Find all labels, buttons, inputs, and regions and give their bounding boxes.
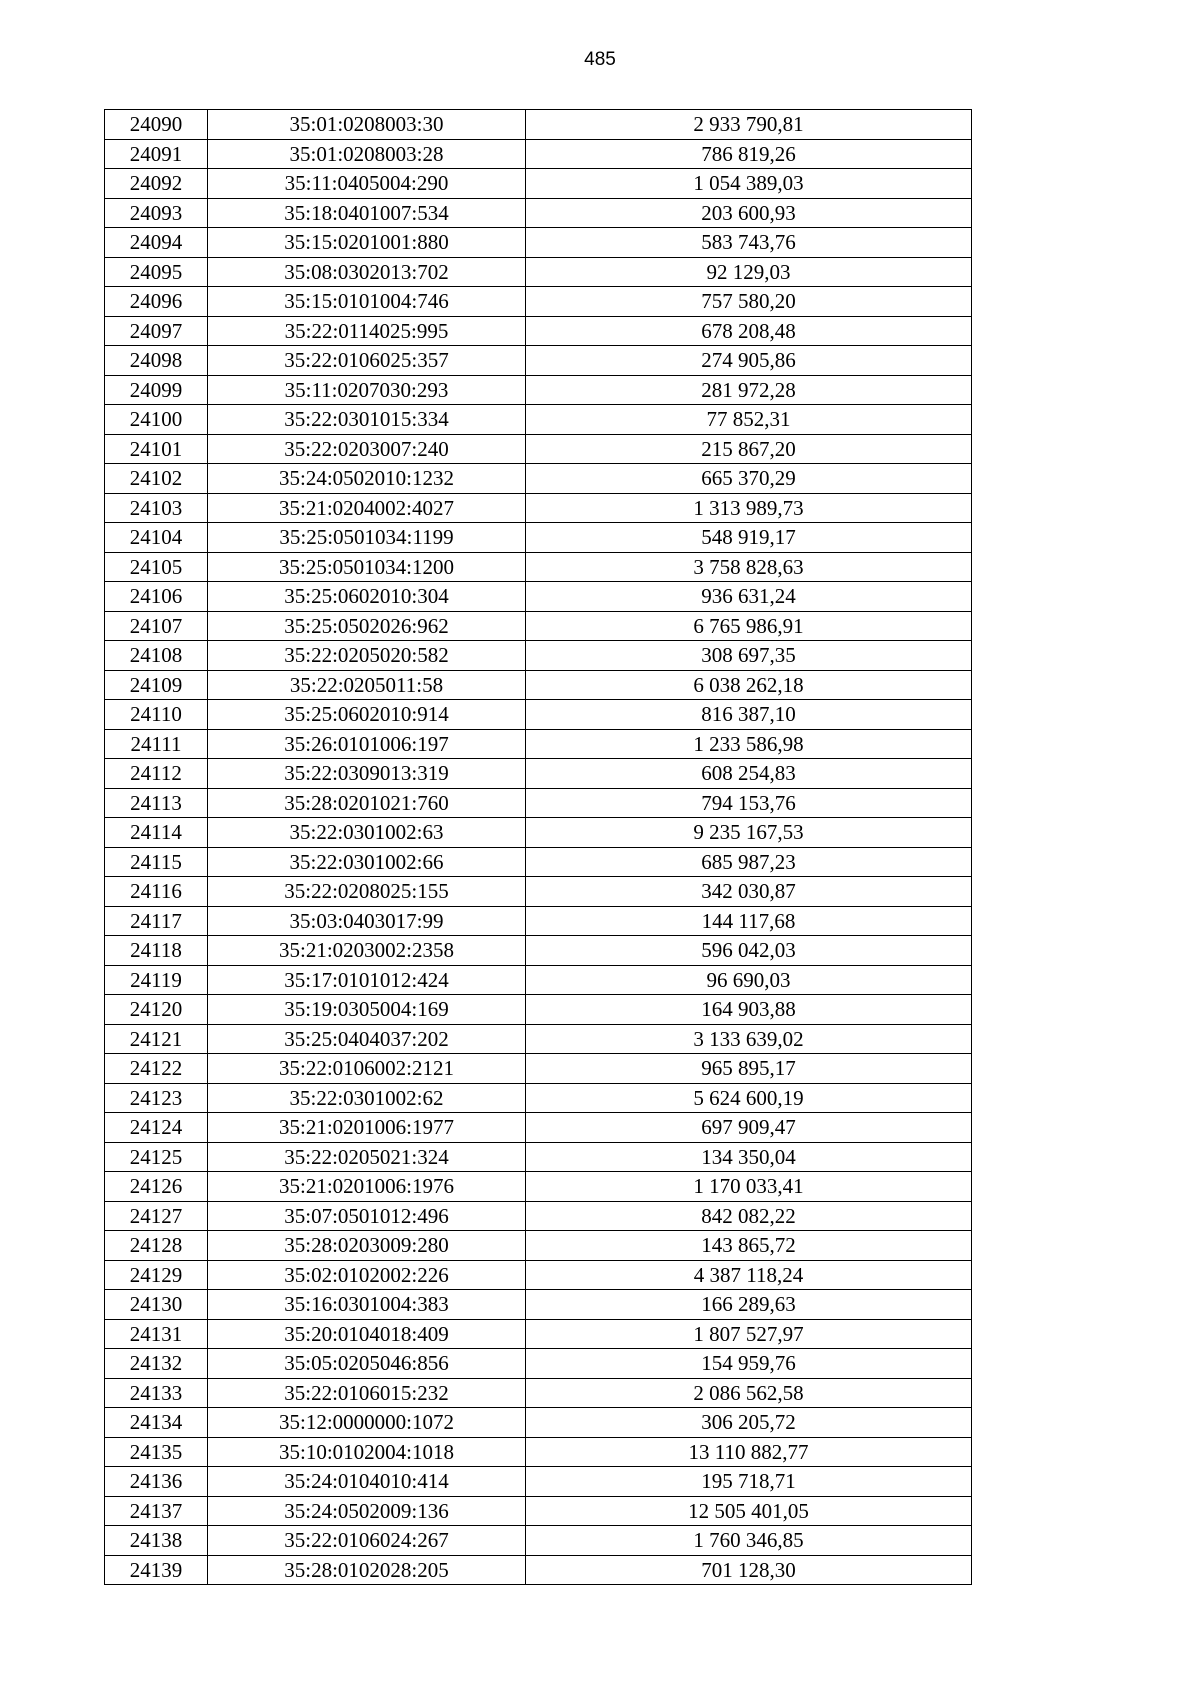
row-number-cell: 24133 xyxy=(105,1378,208,1408)
value-cell: 678 208,48 xyxy=(526,316,972,346)
row-number-cell: 24125 xyxy=(105,1142,208,1172)
cadastral-number-cell: 35:11:0405004:290 xyxy=(208,169,526,199)
table-row xyxy=(105,729,972,759)
row-number-cell: 24091 xyxy=(105,139,208,169)
value-cell: 596 042,03 xyxy=(526,936,972,966)
table-row xyxy=(105,139,972,169)
table-row xyxy=(105,1024,972,1054)
cadastral-number-cell: 35:18:0401007:534 xyxy=(208,198,526,228)
cadastral-number-cell: 35:20:0104018:409 xyxy=(208,1319,526,1349)
cadastral-number-cell: 35:19:0305004:169 xyxy=(208,995,526,1025)
table-row xyxy=(105,1083,972,1113)
cadastral-number-cell: 35:22:0205021:324 xyxy=(208,1142,526,1172)
value-cell: 12 505 401,05 xyxy=(526,1496,972,1526)
value-cell: 144 117,68 xyxy=(526,906,972,936)
cadastral-number-cell: 35:26:0101006:197 xyxy=(208,729,526,759)
value-cell: 143 865,72 xyxy=(526,1231,972,1261)
value-cell: 77 852,31 xyxy=(526,405,972,435)
row-number-cell: 24108 xyxy=(105,641,208,671)
table-row xyxy=(105,1054,972,1084)
row-number-cell: 24096 xyxy=(105,287,208,317)
value-cell: 164 903,88 xyxy=(526,995,972,1025)
table-row xyxy=(105,1231,972,1261)
cadastral-number-cell: 35:21:0203002:2358 xyxy=(208,936,526,966)
cadastral-number-cell: 35:28:0102028:205 xyxy=(208,1555,526,1585)
table-row xyxy=(105,818,972,848)
cadastral-number-cell: 35:22:0208025:155 xyxy=(208,877,526,907)
cadastral-number-cell: 35:22:0205011:58 xyxy=(208,670,526,700)
value-cell: 3 758 828,63 xyxy=(526,552,972,582)
table-row xyxy=(105,228,972,258)
row-number-cell: 24134 xyxy=(105,1408,208,1438)
table-row xyxy=(105,552,972,582)
table-row xyxy=(105,493,972,523)
value-cell: 757 580,20 xyxy=(526,287,972,317)
row-number-cell: 24131 xyxy=(105,1319,208,1349)
table-row xyxy=(105,405,972,435)
row-number-cell: 24120 xyxy=(105,995,208,1025)
cadastral-number-cell: 35:17:0101012:424 xyxy=(208,965,526,995)
row-number-cell: 24104 xyxy=(105,523,208,553)
row-number-cell: 24117 xyxy=(105,906,208,936)
table-row xyxy=(105,169,972,199)
cadastral-number-cell: 35:22:0106015:232 xyxy=(208,1378,526,1408)
cadastral-number-cell: 35:22:0301015:334 xyxy=(208,405,526,435)
cadastral-number-cell: 35:22:0203007:240 xyxy=(208,434,526,464)
value-cell: 6 038 262,18 xyxy=(526,670,972,700)
row-number-cell: 24097 xyxy=(105,316,208,346)
value-cell: 816 387,10 xyxy=(526,700,972,730)
cadastral-number-cell: 35:25:0602010:304 xyxy=(208,582,526,612)
row-number-cell: 24107 xyxy=(105,611,208,641)
table-body xyxy=(105,110,972,1585)
row-number-cell: 24110 xyxy=(105,700,208,730)
row-number-cell: 24090 xyxy=(105,110,208,140)
table-row xyxy=(105,670,972,700)
value-cell: 4 387 118,24 xyxy=(526,1260,972,1290)
row-number-cell: 24116 xyxy=(105,877,208,907)
value-cell: 1 233 586,98 xyxy=(526,729,972,759)
row-number-cell: 24101 xyxy=(105,434,208,464)
value-cell: 608 254,83 xyxy=(526,759,972,789)
value-cell: 548 919,17 xyxy=(526,523,972,553)
cadastral-number-cell: 35:24:0502009:136 xyxy=(208,1496,526,1526)
cadastral-number-cell: 35:22:0114025:995 xyxy=(208,316,526,346)
cadastral-number-cell: 35:11:0207030:293 xyxy=(208,375,526,405)
row-number-cell: 24095 xyxy=(105,257,208,287)
row-number-cell: 24136 xyxy=(105,1467,208,1497)
table-row xyxy=(105,1142,972,1172)
cadastral-number-cell: 35:21:0201006:1977 xyxy=(208,1113,526,1143)
table-row xyxy=(105,611,972,641)
cadastral-number-cell: 35:22:0106024:267 xyxy=(208,1526,526,1556)
cadastral-number-cell: 35:01:0208003:28 xyxy=(208,139,526,169)
cadastral-number-cell: 35:25:0502026:962 xyxy=(208,611,526,641)
value-cell: 281 972,28 xyxy=(526,375,972,405)
row-number-cell: 24099 xyxy=(105,375,208,405)
cadastral-number-cell: 35:28:0201021:760 xyxy=(208,788,526,818)
table-row xyxy=(105,1349,972,1379)
table-row xyxy=(105,1437,972,1467)
value-cell: 697 909,47 xyxy=(526,1113,972,1143)
table-row xyxy=(105,788,972,818)
table-row xyxy=(105,1290,972,1320)
cadastral-number-cell: 35:22:0301002:63 xyxy=(208,818,526,848)
cadastral-number-cell: 35:02:0102002:226 xyxy=(208,1260,526,1290)
value-cell: 308 697,35 xyxy=(526,641,972,671)
value-cell: 154 959,76 xyxy=(526,1349,972,1379)
value-cell: 1 054 389,03 xyxy=(526,169,972,199)
value-cell: 166 289,63 xyxy=(526,1290,972,1320)
cadastral-number-cell: 35:08:0302013:702 xyxy=(208,257,526,287)
value-cell: 92 129,03 xyxy=(526,257,972,287)
row-number-cell: 24121 xyxy=(105,1024,208,1054)
row-number-cell: 24100 xyxy=(105,405,208,435)
row-number-cell: 24092 xyxy=(105,169,208,199)
value-cell: 936 631,24 xyxy=(526,582,972,612)
cadastral-number-cell: 35:24:0502010:1232 xyxy=(208,464,526,494)
row-number-cell: 24114 xyxy=(105,818,208,848)
row-number-cell: 24103 xyxy=(105,493,208,523)
table-row xyxy=(105,906,972,936)
table-row xyxy=(105,198,972,228)
value-cell: 203 600,93 xyxy=(526,198,972,228)
registry-table xyxy=(104,109,972,1585)
table-row xyxy=(105,965,972,995)
cadastral-number-cell: 35:21:0201006:1976 xyxy=(208,1172,526,1202)
row-number-cell: 24126 xyxy=(105,1172,208,1202)
table-row xyxy=(105,1408,972,1438)
value-cell: 1 313 989,73 xyxy=(526,493,972,523)
value-cell: 1 170 033,41 xyxy=(526,1172,972,1202)
value-cell: 342 030,87 xyxy=(526,877,972,907)
value-cell: 701 128,30 xyxy=(526,1555,972,1585)
value-cell: 13 110 882,77 xyxy=(526,1437,972,1467)
row-number-cell: 24127 xyxy=(105,1201,208,1231)
row-number-cell: 24106 xyxy=(105,582,208,612)
cadastral-number-cell: 35:22:0309013:319 xyxy=(208,759,526,789)
value-cell: 786 819,26 xyxy=(526,139,972,169)
row-number-cell: 24109 xyxy=(105,670,208,700)
table-row xyxy=(105,1526,972,1556)
value-cell: 6 765 986,91 xyxy=(526,611,972,641)
value-cell: 665 370,29 xyxy=(526,464,972,494)
value-cell: 274 905,86 xyxy=(526,346,972,376)
cadastral-number-cell: 35:15:0201001:880 xyxy=(208,228,526,258)
table-row xyxy=(105,1113,972,1143)
row-number-cell: 24139 xyxy=(105,1555,208,1585)
cadastral-number-cell: 35:25:0602010:914 xyxy=(208,700,526,730)
table-row xyxy=(105,287,972,317)
cadastral-number-cell: 35:12:0000000:1072 xyxy=(208,1408,526,1438)
table-row xyxy=(105,316,972,346)
cadastral-number-cell: 35:15:0101004:746 xyxy=(208,287,526,317)
table-row xyxy=(105,1201,972,1231)
table-row xyxy=(105,346,972,376)
page-number: 485 xyxy=(584,49,616,70)
table-row xyxy=(105,1555,972,1585)
row-number-cell: 24094 xyxy=(105,228,208,258)
table-row xyxy=(105,847,972,877)
table-row xyxy=(105,1496,972,1526)
cadastral-number-cell: 35:10:0102004:1018 xyxy=(208,1437,526,1467)
row-number-cell: 24098 xyxy=(105,346,208,376)
table-row xyxy=(105,1172,972,1202)
row-number-cell: 24115 xyxy=(105,847,208,877)
table-row xyxy=(105,582,972,612)
value-cell: 685 987,23 xyxy=(526,847,972,877)
table-row xyxy=(105,1467,972,1497)
cadastral-number-cell: 35:24:0104010:414 xyxy=(208,1467,526,1497)
cadastral-number-cell: 35:16:0301004:383 xyxy=(208,1290,526,1320)
row-number-cell: 24128 xyxy=(105,1231,208,1261)
cadastral-number-cell: 35:28:0203009:280 xyxy=(208,1231,526,1261)
table-row xyxy=(105,1260,972,1290)
value-cell: 3 133 639,02 xyxy=(526,1024,972,1054)
table-row xyxy=(105,936,972,966)
table-row xyxy=(105,375,972,405)
row-number-cell: 24122 xyxy=(105,1054,208,1084)
row-number-cell: 24123 xyxy=(105,1083,208,1113)
table-row xyxy=(105,464,972,494)
cadastral-number-cell: 35:22:0106025:357 xyxy=(208,346,526,376)
row-number-cell: 24105 xyxy=(105,552,208,582)
cadastral-number-cell: 35:01:0208003:30 xyxy=(208,110,526,140)
row-number-cell: 24130 xyxy=(105,1290,208,1320)
table-row xyxy=(105,1319,972,1349)
row-number-cell: 24093 xyxy=(105,198,208,228)
table-row xyxy=(105,759,972,789)
row-number-cell: 24132 xyxy=(105,1349,208,1379)
cadastral-number-cell: 35:21:0204002:4027 xyxy=(208,493,526,523)
value-cell: 134 350,04 xyxy=(526,1142,972,1172)
row-number-cell: 24137 xyxy=(105,1496,208,1526)
cadastral-number-cell: 35:22:0301002:66 xyxy=(208,847,526,877)
row-number-cell: 24124 xyxy=(105,1113,208,1143)
cadastral-number-cell: 35:22:0301002:62 xyxy=(208,1083,526,1113)
value-cell: 5 624 600,19 xyxy=(526,1083,972,1113)
row-number-cell: 24112 xyxy=(105,759,208,789)
row-number-cell: 24111 xyxy=(105,729,208,759)
table-row xyxy=(105,641,972,671)
table-row xyxy=(105,995,972,1025)
value-cell: 2 933 790,81 xyxy=(526,110,972,140)
table-row xyxy=(105,1378,972,1408)
value-cell: 215 867,20 xyxy=(526,434,972,464)
table-row xyxy=(105,700,972,730)
row-number-cell: 24129 xyxy=(105,1260,208,1290)
row-number-cell: 24118 xyxy=(105,936,208,966)
row-number-cell: 24113 xyxy=(105,788,208,818)
cadastral-number-cell: 35:03:0403017:99 xyxy=(208,906,526,936)
table-row xyxy=(105,110,972,140)
value-cell: 2 086 562,58 xyxy=(526,1378,972,1408)
table-row xyxy=(105,257,972,287)
value-cell: 842 082,22 xyxy=(526,1201,972,1231)
cadastral-number-cell: 35:22:0106002:2121 xyxy=(208,1054,526,1084)
table-row xyxy=(105,877,972,907)
row-number-cell: 24119 xyxy=(105,965,208,995)
value-cell: 195 718,71 xyxy=(526,1467,972,1497)
table-row xyxy=(105,523,972,553)
cadastral-number-cell: 35:25:0501034:1199 xyxy=(208,523,526,553)
cadastral-number-cell: 35:05:0205046:856 xyxy=(208,1349,526,1379)
value-cell: 306 205,72 xyxy=(526,1408,972,1438)
row-number-cell: 24135 xyxy=(105,1437,208,1467)
value-cell: 583 743,76 xyxy=(526,228,972,258)
value-cell: 9 235 167,53 xyxy=(526,818,972,848)
value-cell: 1 807 527,97 xyxy=(526,1319,972,1349)
cadastral-number-cell: 35:25:0404037:202 xyxy=(208,1024,526,1054)
value-cell: 1 760 346,85 xyxy=(526,1526,972,1556)
value-cell: 96 690,03 xyxy=(526,965,972,995)
row-number-cell: 24102 xyxy=(105,464,208,494)
cadastral-number-cell: 35:07:0501012:496 xyxy=(208,1201,526,1231)
row-number-cell: 24138 xyxy=(105,1526,208,1556)
table-row xyxy=(105,434,972,464)
value-cell: 965 895,17 xyxy=(526,1054,972,1084)
cadastral-number-cell: 35:22:0205020:582 xyxy=(208,641,526,671)
value-cell: 794 153,76 xyxy=(526,788,972,818)
cadastral-number-cell: 35:25:0501034:1200 xyxy=(208,552,526,582)
